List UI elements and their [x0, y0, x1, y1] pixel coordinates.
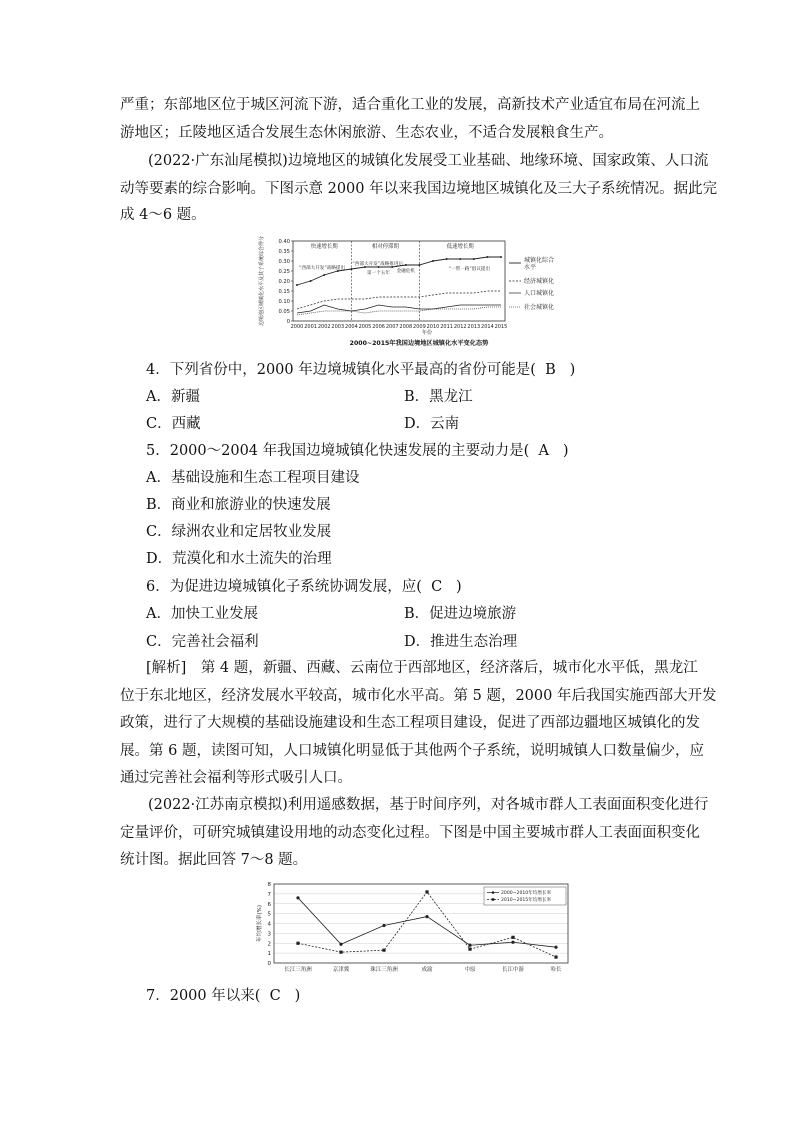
stem2-line-3: 统计图。据此回答 7～8 题。 — [120, 852, 308, 868]
q4-option-b[interactable]: B．黑龙江 — [404, 389, 473, 405]
analysis-line-3: 政策，进行了大规模的基础设施建设和生态工程项目建设，促进了西部边疆地区城镇化的发 — [120, 715, 700, 731]
y-tick-label: 0 — [267, 961, 271, 967]
y-tick-label: 5 — [267, 911, 271, 918]
stem1-line-2: 动等要素的综合影响。下图示意 2000 年以来我国边境地区城镇化及三大子系统情况。据此完 — [120, 181, 718, 197]
x-tick-label: 2003 — [331, 324, 345, 330]
y-tick-label: 8 — [267, 882, 271, 888]
q6-stem: 6．为促进边境城镇化子系统协调发展，应( — [146, 579, 422, 595]
q5-option-d[interactable]: D．荒漠化和水土流失的治理 — [146, 551, 332, 567]
data-point — [486, 256, 488, 258]
q5-stem: 5．2000～2004 年我国边境城镇化快速发展的主要动力是( — [146, 443, 530, 459]
x-tick-label: 2000 — [290, 324, 304, 330]
legend-label: 2010~2015年均增长率 — [501, 898, 552, 903]
stem1-line-1: (2022·广东汕尾模拟)边境地区的城镇化发展受工业基础、地缘环境、国家政策、人口流 — [148, 153, 709, 169]
y-axis-label: 边境地区城镇化水平及其子系统综合得分 — [259, 235, 265, 327]
intro-line-1: 严重；东部地区位于城区河流下游，适合重化工业的发展，高新技术产业适宜布局在河流上 — [120, 97, 700, 113]
x-tick-label: 2001 — [304, 324, 317, 330]
question-7: 7．2000 年以来( C ) — [146, 988, 301, 1004]
chart-annotation: 金融危机 — [396, 269, 415, 274]
chart-annotation: 第一个五年 — [367, 271, 390, 276]
q7-answer: C — [269, 988, 281, 1004]
q6-option-b[interactable]: B．促进边境旅游 — [404, 606, 517, 622]
chart-caption: 2000~2015年我国边境地区城镇化水平变化态势 — [349, 340, 489, 347]
data-point — [405, 264, 407, 266]
x-tick-label: 中原 — [464, 967, 476, 973]
chart-annotation: “西部大开发”战略提出 — [299, 266, 346, 271]
intro-line-2: 游地区；丘陵地区适合发展生态休闲旅游、生态农业，不适合发展粮食生产。 — [120, 125, 613, 141]
data-point — [554, 946, 557, 949]
data-point — [459, 258, 461, 260]
y-tick-label: 4 — [267, 921, 271, 928]
y-tick-label: 0.25 — [278, 269, 290, 275]
x-tick-label: 珠江三角洲 — [370, 967, 398, 973]
q5-option-a[interactable]: A．基础设施和生态工程项目建设 — [146, 470, 360, 486]
y-tick-label: 0.10 — [278, 299, 290, 305]
data-point — [382, 924, 385, 927]
urbanization-line-chart — [255, 233, 565, 351]
x-tick-label: 2004 — [345, 324, 358, 330]
x-tick-label: 长江中游 — [501, 967, 525, 973]
data-point — [296, 942, 299, 945]
y-tick-label: 7 — [267, 891, 271, 898]
legend-label: 经济城镇化 — [524, 278, 555, 285]
y-tick-label: 0.05 — [278, 309, 290, 315]
y-tick-label: 0.35 — [278, 249, 290, 255]
stem2-line-1: (2022·江苏南京模拟)利用遥感数据，基于时间序列，对各城市群人工表面面积变化进行 — [148, 797, 709, 813]
question-5: 5．2000～2004 年我国边境城镇化快速发展的主要动力是( A ) — [146, 443, 569, 459]
x-tick-label: 京津冀 — [332, 967, 350, 973]
x-tick-label: 2011 — [440, 324, 453, 330]
x-tick-label: 2015 — [494, 324, 508, 330]
y-tick-label: 0.40 — [278, 239, 290, 245]
x-tick-label: 长江三角洲 — [284, 967, 312, 973]
data-point — [554, 955, 557, 958]
y-tick-label: 0.15 — [278, 289, 290, 295]
series-line — [297, 307, 501, 315]
data-point — [425, 890, 428, 893]
y-axis-label: 年均增长率(%) — [257, 904, 263, 943]
x-tick-label: 哈长 — [550, 967, 562, 973]
data-point — [511, 941, 514, 944]
x-tick-label: 2008 — [399, 324, 413, 330]
data-point — [500, 256, 502, 258]
data-point — [432, 260, 434, 262]
x-tick-label: 2009 — [413, 324, 426, 330]
plot-frame — [293, 241, 505, 321]
stem1-line-3: 成 4～6 题。 — [120, 207, 206, 223]
q5-option-c[interactable]: C．绿洲农业和定居牧业发展 — [146, 524, 332, 540]
chart-annotation: “一带一路”倡议提出 — [448, 267, 491, 272]
data-point — [446, 258, 448, 260]
q6-option-c[interactable]: C．完善社会福利 — [146, 634, 259, 650]
phase-label: 低速增长期 — [446, 244, 474, 250]
x-tick-label: 2006 — [372, 324, 385, 330]
legend-marker — [492, 898, 495, 901]
q6-option-d[interactable]: D．推进生态治理 — [404, 634, 518, 650]
x-axis-label: 年份 — [421, 330, 433, 336]
x-tick-label: 2014 — [481, 324, 494, 330]
chart-annotation: “西部大开发”战略推进后 — [352, 262, 404, 267]
q6-option-a[interactable]: A．加快工业发展 — [146, 606, 258, 622]
x-tick-label: 成渝 — [421, 967, 433, 973]
phase-label: 快速增长期 — [310, 244, 338, 250]
y-tick-label: 0 — [286, 319, 290, 325]
data-point — [418, 264, 420, 266]
urban-surface-growth-chart — [256, 880, 576, 978]
data-point — [310, 280, 312, 282]
data-point — [350, 268, 352, 270]
x-tick-label: 2010 — [426, 324, 440, 330]
q4-answer: B — [545, 362, 556, 378]
analysis-line-4: 展。第 6 题，读图可知，人口城镇化明显低于其他两个子系统，说明城镇人口数量偏少，应 — [120, 743, 704, 759]
legend-label: 人口城镇化 — [524, 290, 555, 297]
data-point — [296, 284, 298, 286]
analysis-line-2: 位于东北地区，经济发展水平较高，城市化水平高。第 5 题，2000 年后我国实施西部大开发 — [120, 688, 717, 704]
x-tick-label: 2007 — [385, 324, 399, 330]
q4-option-c[interactable]: C．西藏 — [146, 416, 201, 432]
data-point — [468, 948, 471, 951]
q4-option-d[interactable]: D．云南 — [404, 416, 460, 432]
y-tick-label: 6 — [267, 901, 271, 908]
data-point — [339, 951, 342, 954]
analysis-line-1: [解析] 第 4 题，新疆、西藏、云南位于西部地区，经济落后，城市化水平低，黑龙江 — [146, 660, 698, 676]
legend-label: 2000~2010年均增长率 — [501, 891, 552, 896]
legend-label: 水平 — [524, 264, 537, 271]
q7-stem: 7．2000 年以来( — [146, 988, 261, 1004]
q4-option-a[interactable]: A．新疆 — [146, 389, 200, 405]
x-tick-label: 2002 — [317, 324, 331, 330]
legend-label: 社会城镇化 — [524, 304, 555, 311]
data-point — [323, 274, 325, 276]
phase-label: 相对停滞期 — [371, 244, 399, 250]
legend-label: 城镇化综合 — [524, 257, 555, 264]
y-tick-label: 0.20 — [278, 279, 290, 285]
y-tick-label: 1 — [267, 951, 271, 958]
y-tick-label: 0.30 — [278, 259, 290, 265]
stem2-line-2: 定量评价，可研究城镇建设用地的动态变化过程。下图是中国主要城市群人工表面面积变化 — [120, 825, 700, 841]
data-point — [382, 949, 385, 952]
x-tick-label: 2012 — [453, 324, 467, 330]
question-6: 6．为促进边境城镇化子系统协调发展，应( C ) — [146, 579, 462, 595]
data-point — [296, 896, 299, 899]
analysis-line-5: 通过完善社会福利等形式吸引人口。 — [120, 770, 352, 786]
question-4: 4．下列省份中，2000 年边境城镇化水平最高的省份可能是( B ) — [146, 362, 576, 378]
legend-marker — [492, 891, 495, 894]
y-tick-label: 2 — [267, 941, 271, 948]
data-point — [468, 944, 471, 947]
q4-stem: 4．下列省份中，2000 年边境城镇化水平最高的省份可能是( — [146, 362, 536, 378]
q5-answer: A — [538, 443, 549, 459]
y-tick-label: 3 — [267, 931, 271, 938]
x-tick-label: 2005 — [358, 324, 372, 330]
data-point — [339, 943, 342, 946]
x-tick-label: 2013 — [467, 324, 481, 330]
data-point — [473, 258, 475, 260]
data-point — [425, 915, 428, 918]
q5-option-b[interactable]: B．商业和旅游业的快速发展 — [146, 497, 331, 513]
data-point — [511, 936, 514, 939]
q6-answer: C — [431, 579, 443, 595]
